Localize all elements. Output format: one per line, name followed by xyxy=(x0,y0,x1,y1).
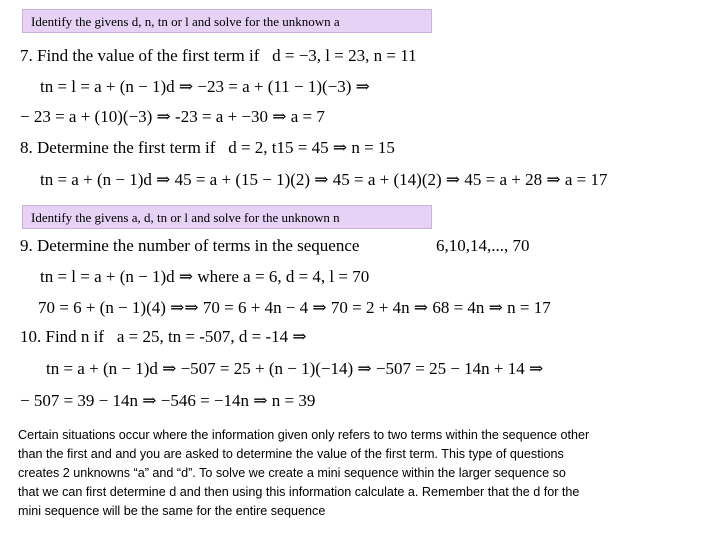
problem-7-prompt-line xyxy=(20,45,417,67)
problem-7-prompt: 7. Find the value of the first term if xyxy=(20,46,260,65)
problem-7-step-1: tn = l = a + (n − 1)d ⇒ −23 = a + (11 − 1)(−3) ⇒ xyxy=(40,77,370,96)
problem-8-prompt-line xyxy=(20,137,395,159)
section-banner-solve-for-n: Identify the givens a, d, tn or l and solve for the unknown n xyxy=(22,205,432,229)
problem-10-givens: a = 25, tn = -507, d = -14 ⇒ xyxy=(116,327,307,346)
problem-10-prompt: 10. Find n if xyxy=(20,327,105,346)
section-banner-solve-for-a: Identify the givens d, n, tn or l and solve for the unknown a xyxy=(22,9,432,33)
explanation-paragraph xyxy=(18,426,713,521)
problem-7-step-2: − 23 = a + (10)(−3) ⇒ -23 = a + −30 ⇒ a = 7 xyxy=(20,107,325,126)
paragraph-line: Certain situations occur where the information given only refers to two terms within the sequence other xyxy=(18,428,590,442)
problem-9-prompt: 9. Determine the number of terms in the sequence xyxy=(20,236,360,255)
paragraph-line: than the first and and you are asked to determine the value of the first term. This type of questions xyxy=(18,447,564,461)
problem-10-step-2: − 507 = 39 − 14n ⇒ −546 = −14n ⇒ n = 39 xyxy=(20,391,316,410)
problem-8-step-1: tn = a + (n − 1)d ⇒ 45 = a + (15 − 1)(2) ⇒ 45 = a + (14)(2) ⇒ 45 = a + 28 ⇒ a = 17 xyxy=(40,170,608,189)
paragraph-line: creates 2 unknowns “a” and “d”. To solve we create a mini sequence within the larger sequence so xyxy=(18,466,566,480)
problem-9-step-2: 70 = 6 + (n − 1)(4) ⇒⇒ 70 = 6 + 4n − 4 ⇒ 70 = 2 + 4n ⇒ 68 = 4n ⇒ n = 17 xyxy=(38,298,551,317)
problem-7-givens: d = −3, l = 23, n = 11 xyxy=(272,46,417,65)
paragraph-line: that we can first determine d and then using this information calculate a. Remember that the d for the xyxy=(18,485,580,499)
problem-10-step-1: tn = a + (n − 1)d ⇒ −507 = 25 + (n − 1)(−14) ⇒ −507 = 25 − 14n + 14 ⇒ xyxy=(46,359,544,378)
problem-9-step-1: tn = l = a + (n − 1)d ⇒ where a = 6, d = 4, l = 70 xyxy=(40,267,370,286)
problem-10-prompt-line xyxy=(20,326,307,348)
problem-8-givens: d = 2, t15 = 45 ⇒ n = 15 xyxy=(228,138,395,157)
problem-9-sequence: 6,10,14,..., 70 xyxy=(436,236,530,255)
problem-8-prompt: 8. Determine the first term if xyxy=(20,138,216,157)
problem-9-prompt-line xyxy=(20,235,359,257)
paragraph-line: mini sequence will be the same for the entire sequence xyxy=(18,504,326,518)
